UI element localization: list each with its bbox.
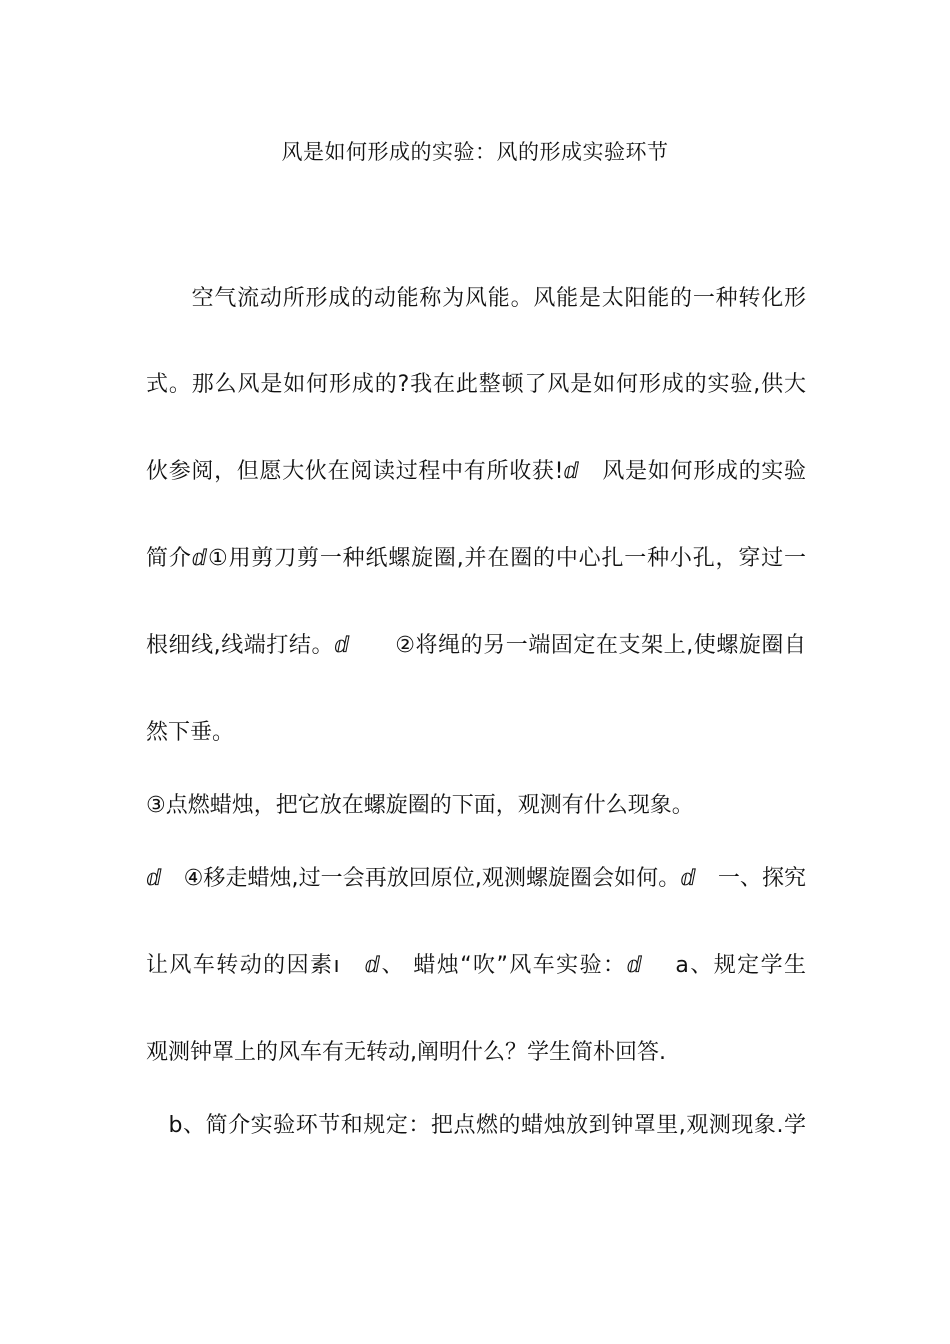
paragraph-line-6: 然下垂。 [146,720,235,745]
paragraph-line-8: ⅆ ④移走蜡烛,过一会再放回原位,观测螺旋圈会如何。ⅆ 一、探究 [146,866,806,891]
paragraph-line-3: 伙参阅，但愿大伙在阅读过程中有所收获!ⅆ 风是如何形成的实验 [146,459,806,484]
paragraph-line-11: b、简介实验环节和规定：把点燃的蜡烛放到钟罩里,观测现象.学 [146,1113,806,1138]
paragraph-line-1: 空气流动所形成的动能称为风能。风能是太阳能的一种转化形 [146,286,806,311]
paragraph-line-5: 根细线,线端打结。ⅆ ②将绳的另一端固定在支架上,使螺旋圈自 [146,633,806,658]
paragraph-line-9: 让风车转动的因素ı ⅆ、 蜡烛“吹”风车实验：ⅆ a、规定学生 [146,953,806,978]
paragraph-line-4: 简介ⅆ①用剪刀剪一种纸螺旋圈,并在圈的中心扎一种小孔，穿过一 [146,546,806,571]
paragraph-line-2: 式。那么风是如何形成的?我在此整顿了风是如何形成的实验,供大 [146,372,806,397]
document-title: 风是如何形成的实验：风的形成实验环节 [281,140,669,164]
paragraph-line-7: ③点燃蜡烛，把它放在螺旋圈的下面，观测有什么现象。 [146,793,694,818]
paragraph-line-10: 观测钟罩上的风车有无转动,阐明什么？学生简朴回答. [146,1040,666,1065]
